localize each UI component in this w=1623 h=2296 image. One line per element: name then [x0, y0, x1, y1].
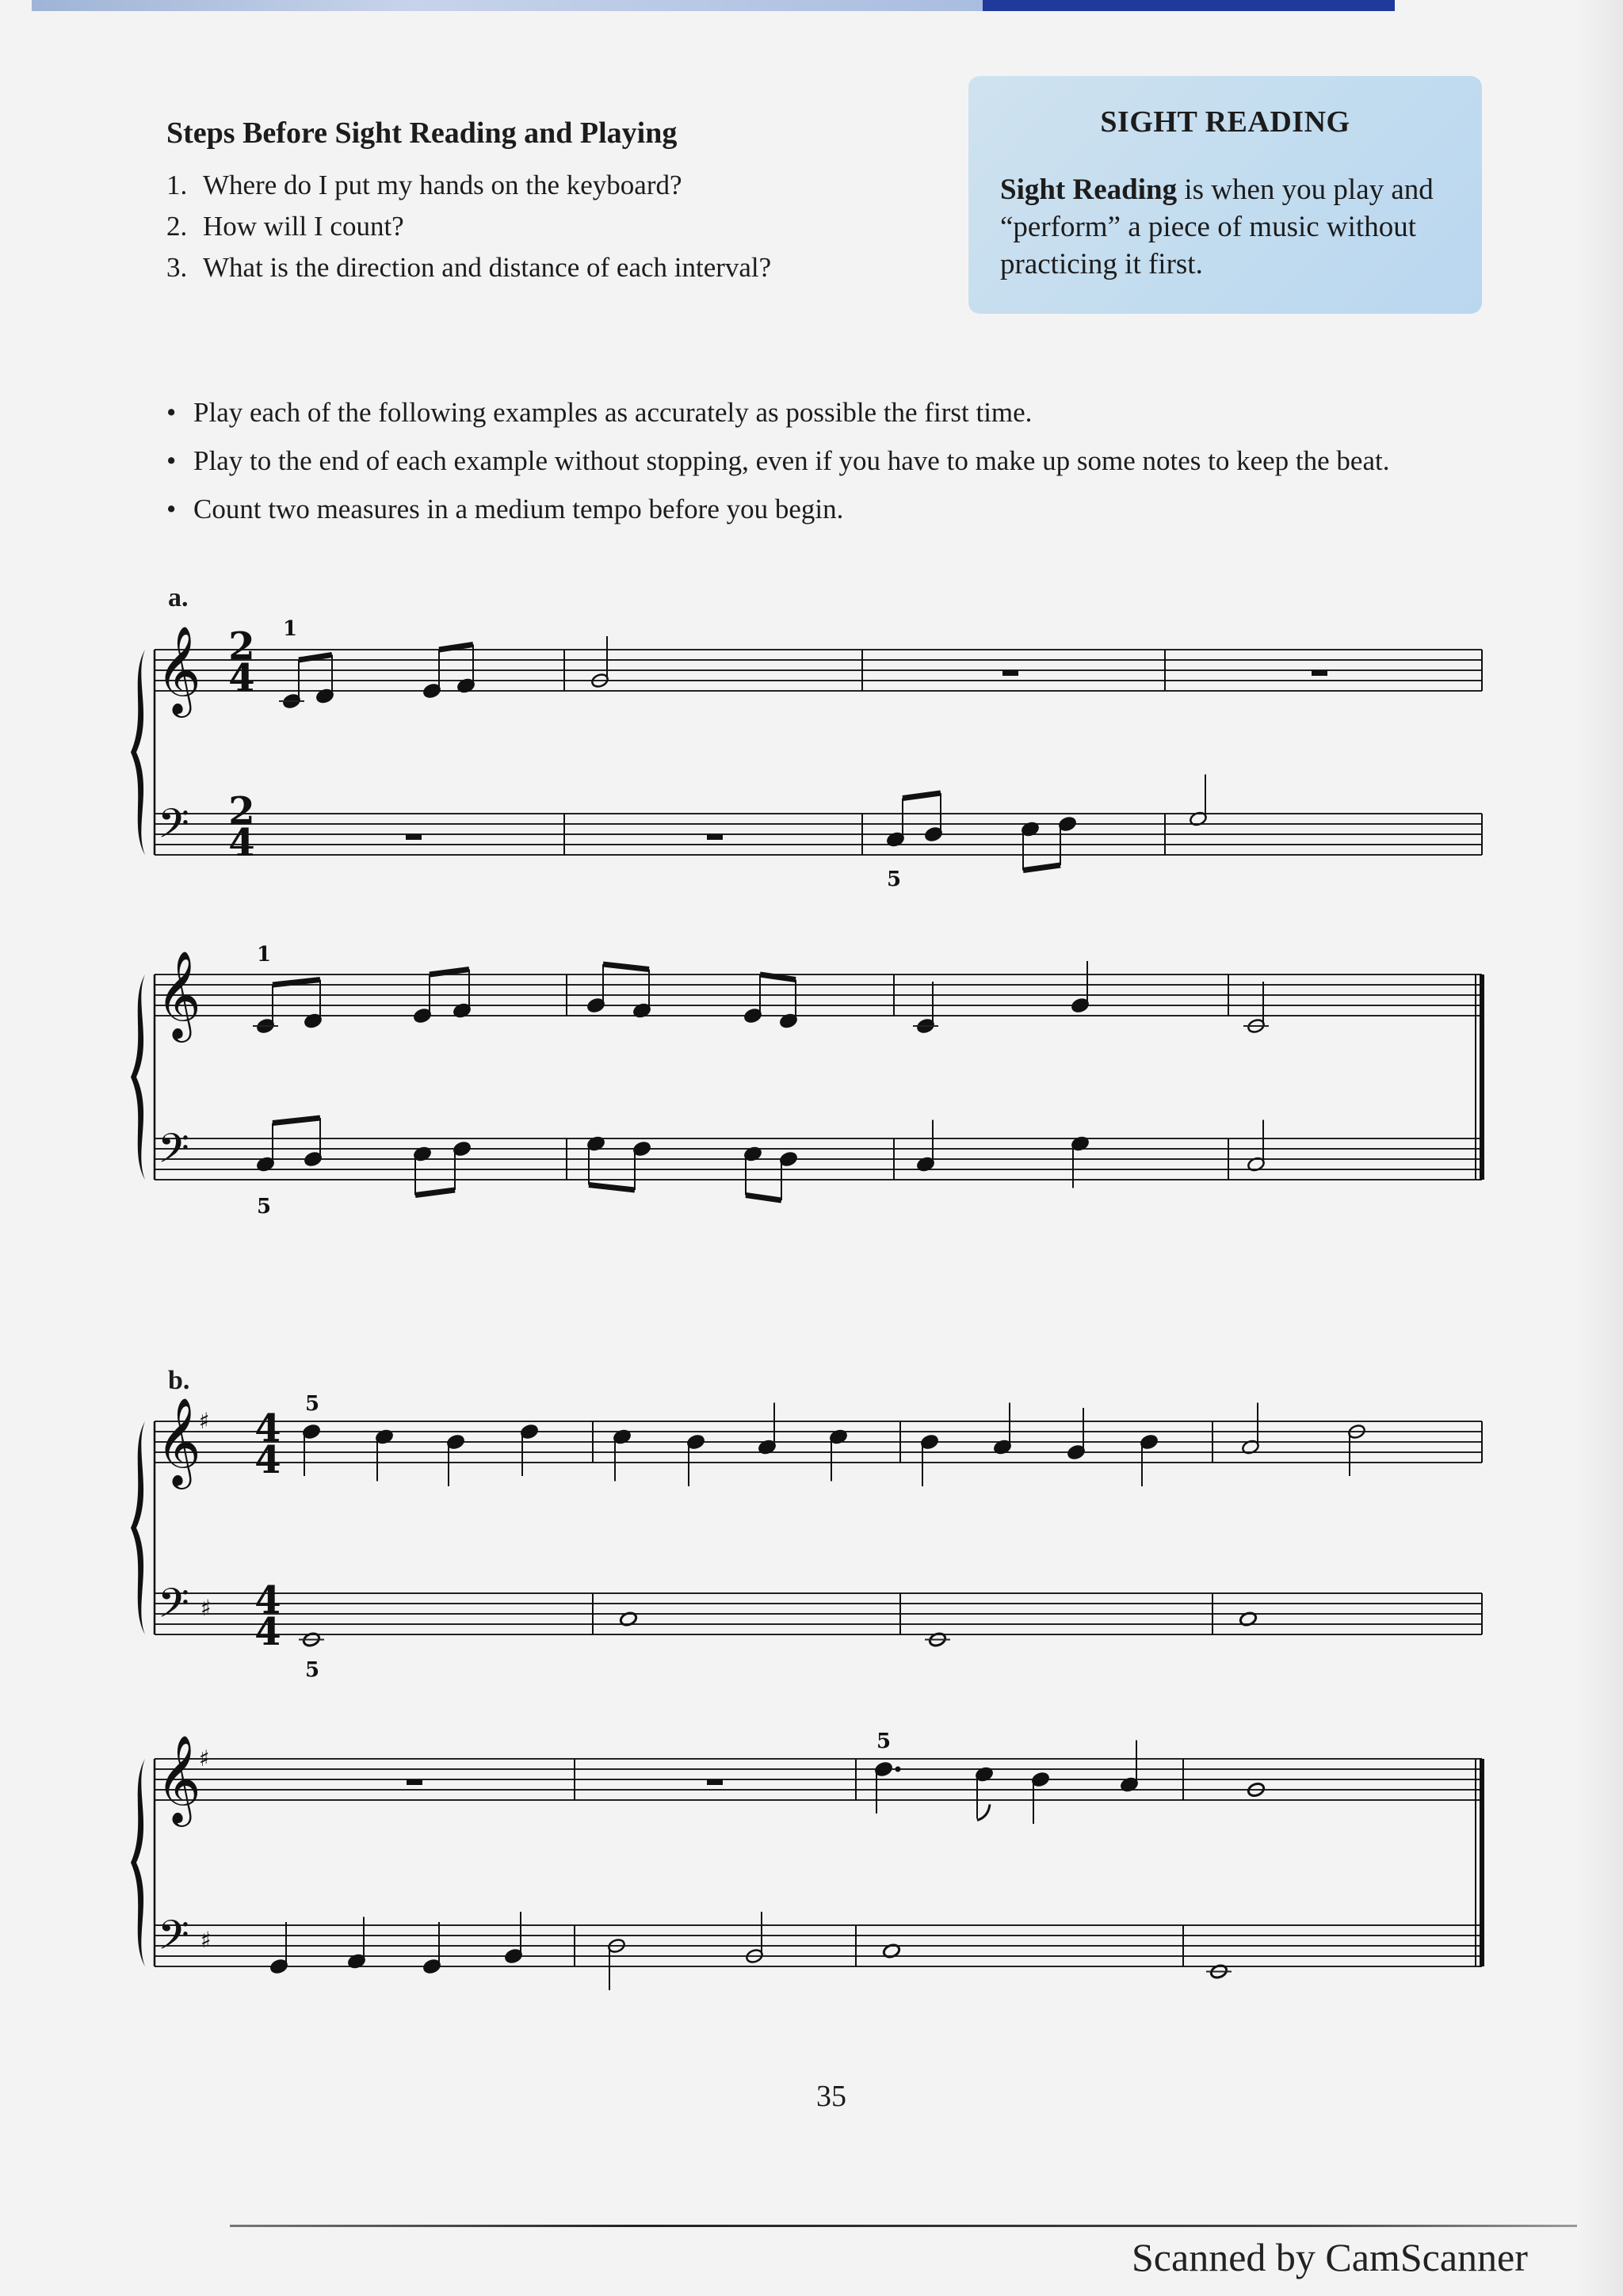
note-beam — [273, 1118, 320, 1123]
half-rest-icon — [1312, 670, 1327, 676]
half-rest-icon — [407, 1779, 422, 1785]
page-number: 35 — [816, 2080, 846, 2113]
sight-reading-term: Sight Reading — [1000, 174, 1178, 206]
time-sig-a-bass-top: 2 — [228, 789, 255, 833]
steps-title: Steps Before Sight Reading and Playing — [166, 116, 678, 150]
step-text: What is the direction and distance of each interval? — [203, 252, 772, 283]
bass-clef-icon: 𝄢 — [158, 1579, 189, 1637]
note-flag — [977, 1805, 990, 1821]
brace — [131, 974, 145, 1180]
bass-clef-icon: 𝄢 — [158, 799, 189, 857]
fingering-b-sys1-treble: 5 — [304, 1392, 320, 1416]
treble-clef-icon: 𝄞 — [156, 1734, 201, 1823]
scanner-watermark: Scanned by CamScanner — [1132, 2235, 1528, 2279]
time-sig-b-treble-top: 4 — [254, 1406, 281, 1451]
brace — [131, 1759, 145, 1966]
time-sig-a-bass-bottom: 4 — [228, 821, 255, 865]
instruction-text: Play each of the following examples as accurately as possible the first time. — [193, 397, 1033, 428]
bullet-icon: • — [166, 397, 177, 428]
sight-reading-title: SIGHT READING — [1100, 105, 1350, 139]
fingering-numbers — [257, 617, 901, 1753]
step-text: How will I count? — [203, 211, 404, 242]
instruction-text: Play to the end of each example without stopping, even if you have to make up some notes to keep the beat. — [193, 445, 1390, 476]
time-sig-a-treble-bottom: 4 — [228, 656, 255, 700]
treble-clef-icon: 𝄞 — [156, 1397, 201, 1486]
fingering-b-sys1-bass: 5 — [304, 1658, 320, 1682]
treble-clef-icon: 𝄞 — [156, 950, 201, 1039]
note-beam — [589, 1185, 635, 1191]
example-b-label: b. — [168, 1366, 190, 1395]
step-number: 1. — [166, 170, 188, 200]
brace — [131, 650, 145, 855]
half-rest-icon — [707, 1779, 723, 1785]
instruction-text: Count two measures in a medium tempo before you begin. — [193, 494, 844, 524]
sharp-icon: ♯ — [199, 1745, 210, 1772]
fingering-a-sys1-bass: 5 — [886, 868, 902, 891]
sharp-icon: ♯ — [199, 1408, 210, 1434]
note-beam — [1023, 865, 1060, 871]
bullet-icon: • — [166, 445, 177, 476]
bottom-rule — [230, 2225, 1577, 2227]
time-sig-b-bass-bottom: 4 — [254, 1610, 281, 1654]
sight-reading-text: is when you play and “perform” a piece of music without practicing it first. — [1000, 174, 1434, 280]
half-rest-icon — [707, 834, 723, 840]
note-beam — [603, 964, 649, 970]
step-number: 2. — [166, 211, 188, 242]
time-sig-b-bass-top: 4 — [254, 1578, 281, 1623]
step-text: Where do I put my hands on the keyboard? — [203, 170, 682, 200]
half-rest-icon — [406, 834, 422, 840]
treble-clef-icon: 𝄞 — [156, 625, 201, 714]
bass-clef-icon: 𝄢 — [158, 1124, 189, 1182]
fingering-a-sys2-bass: 5 — [256, 1195, 272, 1219]
dot-icon — [896, 1767, 901, 1772]
step-number: 3. — [166, 252, 188, 283]
sharp-icon: ♯ — [200, 1595, 212, 1621]
note-beam — [903, 793, 941, 799]
bullet-icon: • — [166, 494, 177, 524]
brace — [131, 1421, 145, 1634]
fingering-a-sys2-treble: 1 — [256, 943, 272, 967]
bass-clef-icon: 𝄢 — [158, 1911, 189, 1969]
fingering-a-sys1-treble: 1 — [282, 617, 298, 641]
example-a-label: a. — [168, 583, 189, 612]
time-sig-a-treble-top: 2 — [228, 624, 255, 669]
half-rest-icon — [1002, 670, 1018, 676]
note-beam — [746, 1196, 781, 1201]
note-beam — [415, 1190, 455, 1196]
fingering-b-sys2-treble: 5 — [876, 1730, 892, 1753]
music-systems — [131, 625, 1482, 1990]
time-sig-b-treble-bottom: 4 — [254, 1438, 281, 1482]
sharp-icon: ♯ — [200, 1927, 212, 1953]
